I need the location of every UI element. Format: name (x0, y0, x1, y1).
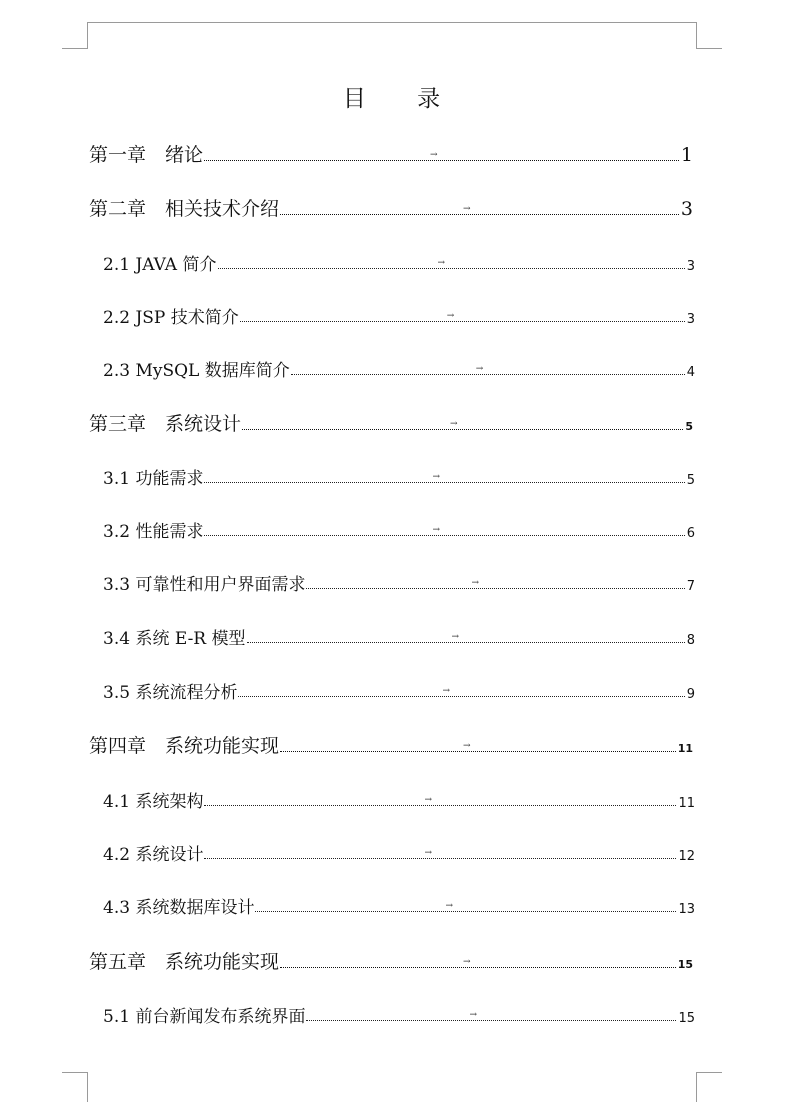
dot-leader (306, 578, 684, 589)
toc-entry-label: 2.1 JAVA 简介 (103, 255, 217, 275)
dot-leader (204, 525, 684, 536)
tab-arrow-icon: → (475, 364, 484, 374)
toc-entry-section-2-1[interactable] (103, 250, 695, 275)
toc-entry-page: 8 (686, 633, 695, 648)
toc-entry-label: 第五章 系统功能实现 (89, 951, 280, 973)
toc-entry-section-4-3[interactable] (103, 893, 695, 918)
tab-arrow-icon: → (430, 150, 438, 160)
toc-entry-label: 第四章 系统功能实现 (89, 735, 280, 757)
crop-mark-top-right-h (696, 48, 722, 49)
toc-entry-page: 12 (678, 849, 695, 864)
tab-arrow-icon: → (424, 848, 432, 858)
dot-leader (306, 1010, 676, 1021)
tab-arrow-icon: → (471, 578, 479, 588)
tab-arrow-icon: → (432, 472, 440, 482)
tab-arrow-icon: → (463, 204, 471, 214)
toc-entry-chapter-3[interactable] (89, 409, 693, 436)
toc-entry-page: 1 (680, 144, 693, 166)
toc-entry-label: 4.1 系统架构 (103, 792, 204, 812)
crop-mark-bottom-left-v (87, 1072, 88, 1102)
crop-mark-top-left-v (87, 22, 88, 49)
toc-entry-chapter-5[interactable] (89, 947, 693, 974)
toc-entry-label: 3.4 系统 E-R 模型 (103, 629, 246, 649)
crop-mark-top-edge (87, 22, 697, 23)
toc-entry-label: 第二章 相关技术介绍 (89, 198, 280, 220)
dot-leader (204, 150, 679, 161)
toc-title: 目 录 (342, 86, 463, 112)
tab-arrow-icon: → (463, 741, 471, 751)
toc-entry-page: 11 (677, 742, 693, 755)
crop-mark-bottom-left-h (62, 1072, 88, 1073)
tab-arrow-icon: → (451, 632, 460, 642)
toc-entry-label: 3.2 性能需求 (103, 522, 204, 542)
toc-entry-label: 3.3 可靠性和用户界面需求 (103, 575, 306, 595)
dot-leader (204, 795, 676, 806)
toc-entry-chapter-1[interactable] (89, 140, 693, 167)
toc-entry-page: 4 (686, 365, 695, 380)
toc-entry-label: 第一章 绪论 (89, 144, 204, 166)
dot-leader (218, 258, 685, 269)
toc-entry-page: 11 (678, 796, 695, 811)
toc-entry-page: 3 (686, 312, 695, 327)
dot-leader (280, 204, 679, 215)
crop-mark-bottom-right-h (696, 1072, 722, 1073)
crop-mark-top-right-v (696, 22, 697, 49)
crop-mark-top-left-h (62, 48, 88, 49)
dot-leader (280, 741, 676, 752)
toc-entry-section-3-1[interactable] (103, 464, 695, 489)
tab-arrow-icon: → (469, 1010, 477, 1020)
toc-entry-label: 2.3 MySQL 数据库简介 (103, 361, 290, 381)
toc-entry-label: 5.1 前台新闻发布系统界面 (103, 1007, 306, 1027)
dot-leader (240, 311, 685, 322)
toc-entry-page: 15 (678, 1011, 695, 1026)
dot-leader (242, 419, 683, 430)
dot-leader (238, 686, 684, 697)
tab-arrow-icon: → (463, 957, 471, 967)
toc-entry-page: 6 (686, 526, 695, 541)
toc-entry-label: 4.2 系统设计 (103, 845, 204, 865)
toc-entry-chapter-2[interactable] (89, 194, 693, 221)
toc-entry-label: 4.3 系统数据库设计 (103, 898, 255, 918)
toc-entry-page: 15 (677, 958, 693, 971)
dot-leader (255, 901, 676, 912)
toc-entry-section-4-2[interactable] (103, 840, 695, 865)
toc-entry-label: 2.2 JSP 技术简介 (103, 308, 239, 328)
dot-leader (204, 848, 676, 859)
tab-arrow-icon: → (445, 901, 453, 911)
toc-entry-section-3-4[interactable] (103, 624, 695, 649)
toc-entry-page: 3 (686, 259, 695, 274)
toc-entry-label: 3.5 系统流程分析 (103, 683, 238, 703)
tab-arrow-icon: → (424, 795, 432, 805)
toc-entry-section-5-1[interactable] (103, 1002, 695, 1027)
tab-arrow-icon: → (432, 525, 440, 535)
dot-leader (291, 364, 685, 375)
toc-entry-section-3-2[interactable] (103, 517, 695, 542)
tab-arrow-icon: → (450, 419, 458, 429)
toc-entry-page: 5 (685, 420, 693, 433)
toc-entry-page: 7 (686, 579, 695, 594)
dot-leader (280, 957, 676, 968)
toc-entry-page: 5 (686, 473, 695, 488)
dot-leader (247, 632, 685, 643)
toc-entry-page: 13 (678, 902, 695, 917)
crop-mark-bottom-right-v (696, 1072, 697, 1102)
toc-entry-page: 9 (686, 687, 695, 702)
toc-entry-section-2-3[interactable] (103, 356, 695, 381)
dot-leader (204, 472, 684, 483)
toc-entry-label: 第三章 系统设计 (89, 413, 242, 435)
toc-entry-section-3-5[interactable] (103, 678, 695, 703)
tab-arrow-icon: → (446, 311, 455, 321)
toc-entry-page: 3 (680, 198, 693, 220)
toc-entry-label: 3.1 功能需求 (103, 469, 204, 489)
toc-entry-section-2-2[interactable] (103, 303, 695, 328)
toc-entry-section-4-1[interactable] (103, 787, 695, 812)
toc-entry-chapter-4[interactable] (89, 731, 693, 758)
toc-entry-section-3-3[interactable] (103, 570, 695, 595)
tab-arrow-icon: → (437, 258, 446, 268)
tab-arrow-icon: → (442, 686, 450, 696)
